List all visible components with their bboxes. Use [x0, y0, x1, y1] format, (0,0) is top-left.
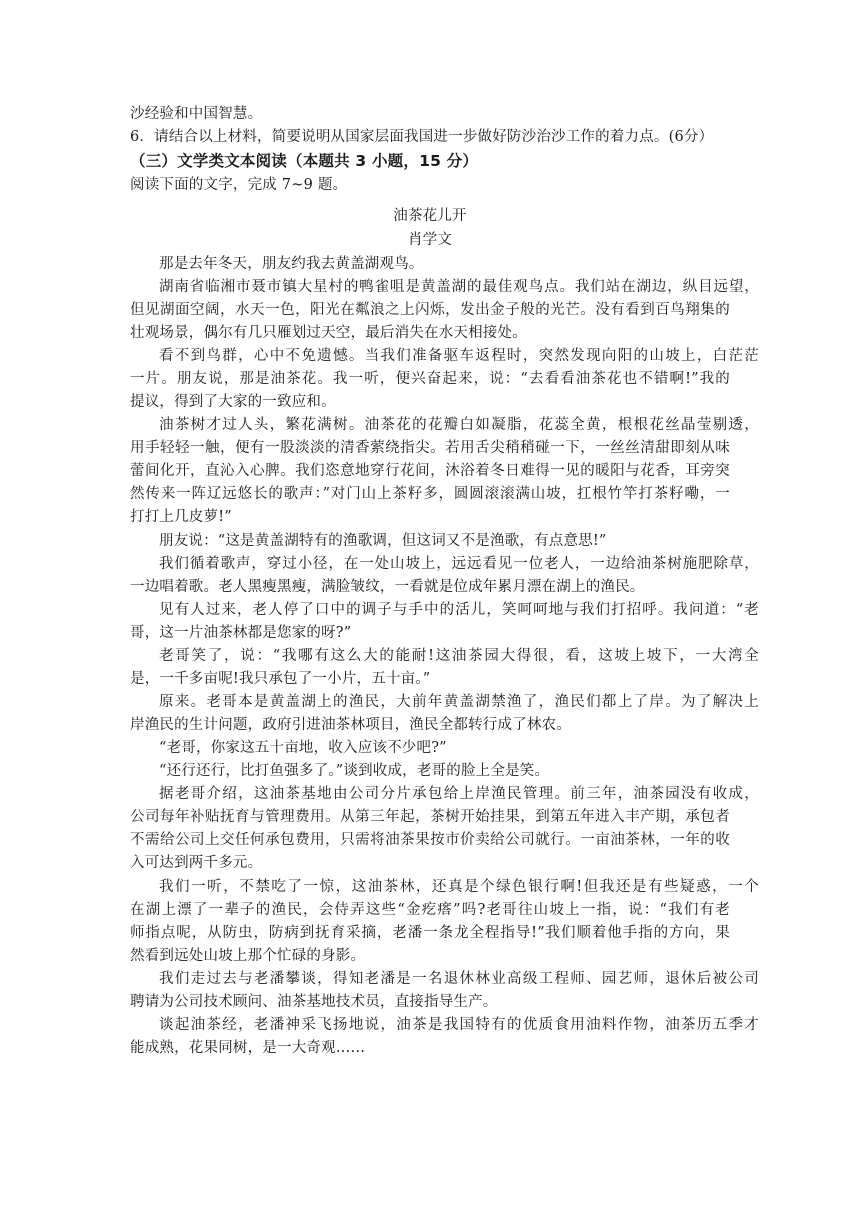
reading-instruction: 阅读下面的文字，完成 7~9 题。 — [130, 177, 348, 193]
section-heading: （三）文学类文本阅读（本题共 3 小题，15 分） — [130, 152, 479, 170]
article-line: 蕾间化开，直沁入心脾。我们恣意地穿行花间，沐浴着冬日难得一见的暖阳与花香，耳旁突 — [130, 463, 730, 479]
article-line: 油茶树才过人头，繁花满树。油茶花的花瓣白如凝脂，花蕊全黄，根根花丝晶莹剔透， — [159, 417, 759, 433]
article-line: 哥，这一片油茶林都是您家的呀?” — [130, 625, 352, 641]
article-line: “还行还行，比打鱼强多了。”谈到收成，老哥的脸上全是笑。 — [159, 763, 550, 779]
article-title: 油茶花儿开 — [393, 208, 467, 224]
article-line: 公司每年补贴抚育与管理费用。从第三年起，茶树开始挂果，到第五年进入丰产期，承包者 — [130, 809, 730, 825]
article-line: 据老哥介绍，这油茶基地由公司分片承包给上岸渔民管理。前三年，油茶园没有收成， — [159, 786, 759, 802]
article-line: 一片。朋友说，那是油茶花。我一听，便兴奋起来，说：“去看看油茶花也不错啊!”我的 — [130, 371, 730, 387]
article-line: 见有人过来，老人停了口中的调子与手中的活儿，笑呵呵地与我们打招呼。我问道：“老 — [159, 602, 759, 618]
article-line: 是，一千多亩呢!我只承包了一小片，五十亩。” — [130, 671, 431, 687]
article-line: 那是去年冬天，朋友约我去黄盖湖观鸟。 — [159, 256, 424, 272]
article-line: 谈起油茶经，老潘神采飞扬地说，油茶是我国特有的优质食用油料作物，油茶历五季才 — [159, 1017, 759, 1033]
previous-paragraph-end: 沙经验和中国智慧。 — [130, 106, 263, 122]
article-line: 原来。老哥本是黄盖湖上的渔民，大前年黄盖湖禁渔了，渔民们都上了岸。为了解决上 — [159, 694, 759, 710]
article-line: 打打上几皮萝!” — [130, 509, 232, 525]
article-line: 但见湖面空阔，水天一色，阳光在粼浪之上闪烁，发出金子般的光芒。没有看到百鸟翔集的 — [130, 302, 730, 318]
article-line: 然看到远处山坡上那个忙碌的身影。 — [130, 948, 366, 964]
article-line: 然传来一阵辽远悠长的歌声：”对门山上茶籽多，圆圆滚滚满山坡，扛根竹竿打茶籽嘞，一 — [130, 486, 730, 502]
article-line: 老哥笑了，说：“我哪有这么大的能耐!这油茶园大得很，看，这坡上坡下，一大湾全 — [159, 648, 759, 664]
article-line: 我们循着歌声，穿过小径，在一处山坡上，远远看见一位老人，一边给油茶树施肥除草， — [159, 556, 759, 572]
article-line: 岸渔民的生计问题，政府引进油茶林项目，渔民全都转行成了林农。 — [130, 717, 571, 733]
article-author: 肖学文 — [407, 232, 453, 248]
article-line: 朋友说：“这是黄盖湖特有的渔歌调，但这词又不是渔歌，有点意思!” — [159, 533, 607, 549]
article-line: 一边唱着歌。老人黑瘦黑瘦，满脸皱纹，一看就是位成年累月漂在湖上的渔民。 — [130, 579, 645, 595]
article-line: 用手轻轻一触，便有一股淡淡的清香萦绕指尖。若用舌尖稍稍碰一下，一丝丝清甜即刻从味 — [130, 440, 730, 456]
article-line: 湖南省临湘市聂市镇大星村的鸭雀咀是黄盖湖的最佳观鸟点。我们站在湖边，纵目远望， — [159, 279, 759, 295]
article-line: 能成熟，花果同树，是一大奇观…… — [130, 1040, 366, 1056]
article-line: 师指点呢，从防虫，防病到抚育采摘，老潘一条龙全程指导!”我们顺着他手指的方向，果 — [130, 925, 730, 941]
article-line: 我们一听，不禁吃了一惊，这油茶林，还真是个绿色银行啊!但我还是有些疑惑，一个 — [159, 879, 759, 895]
article-line: 看不到鸟群，心中不免遗憾。当我们准备驱车返程时，突然发现向阳的山坡上，白茫茫 — [159, 348, 759, 364]
article-line: 在湖上漂了一辈子的渔民，会侍弄这些“金疙瘩”吗?老哥往山坡上一指，说：“我们有老 — [130, 902, 730, 918]
article-line: 提议，得到了大家的一致应和。 — [130, 394, 336, 410]
question-6: 6．请结合以上材料，简要说明从国家层面我国进一步做好防沙治沙工作的着力点。(6分） — [130, 129, 714, 145]
article-line: 不需给公司上交任何承包费用，只需将油茶果按市价卖给公司就行。一亩油茶林，一年的收 — [130, 832, 730, 848]
article-line: 我们走过去与老潘攀谈，得知老潘是一名退休林业高级工程师、园艺师，退休后被公司 — [159, 971, 759, 987]
article-line: 入可达到两千多元。 — [130, 855, 263, 871]
article-line: 聘请为公司技术顾问、油茶基地技术员，直接指导生产。 — [130, 994, 498, 1010]
article-line: 壮观场景，偶尔有几只雁划过天空，最后消失在水天相接处。 — [130, 325, 527, 341]
article-line: “老哥，你家这五十亩地，收入应该不少吧?” — [159, 740, 447, 756]
